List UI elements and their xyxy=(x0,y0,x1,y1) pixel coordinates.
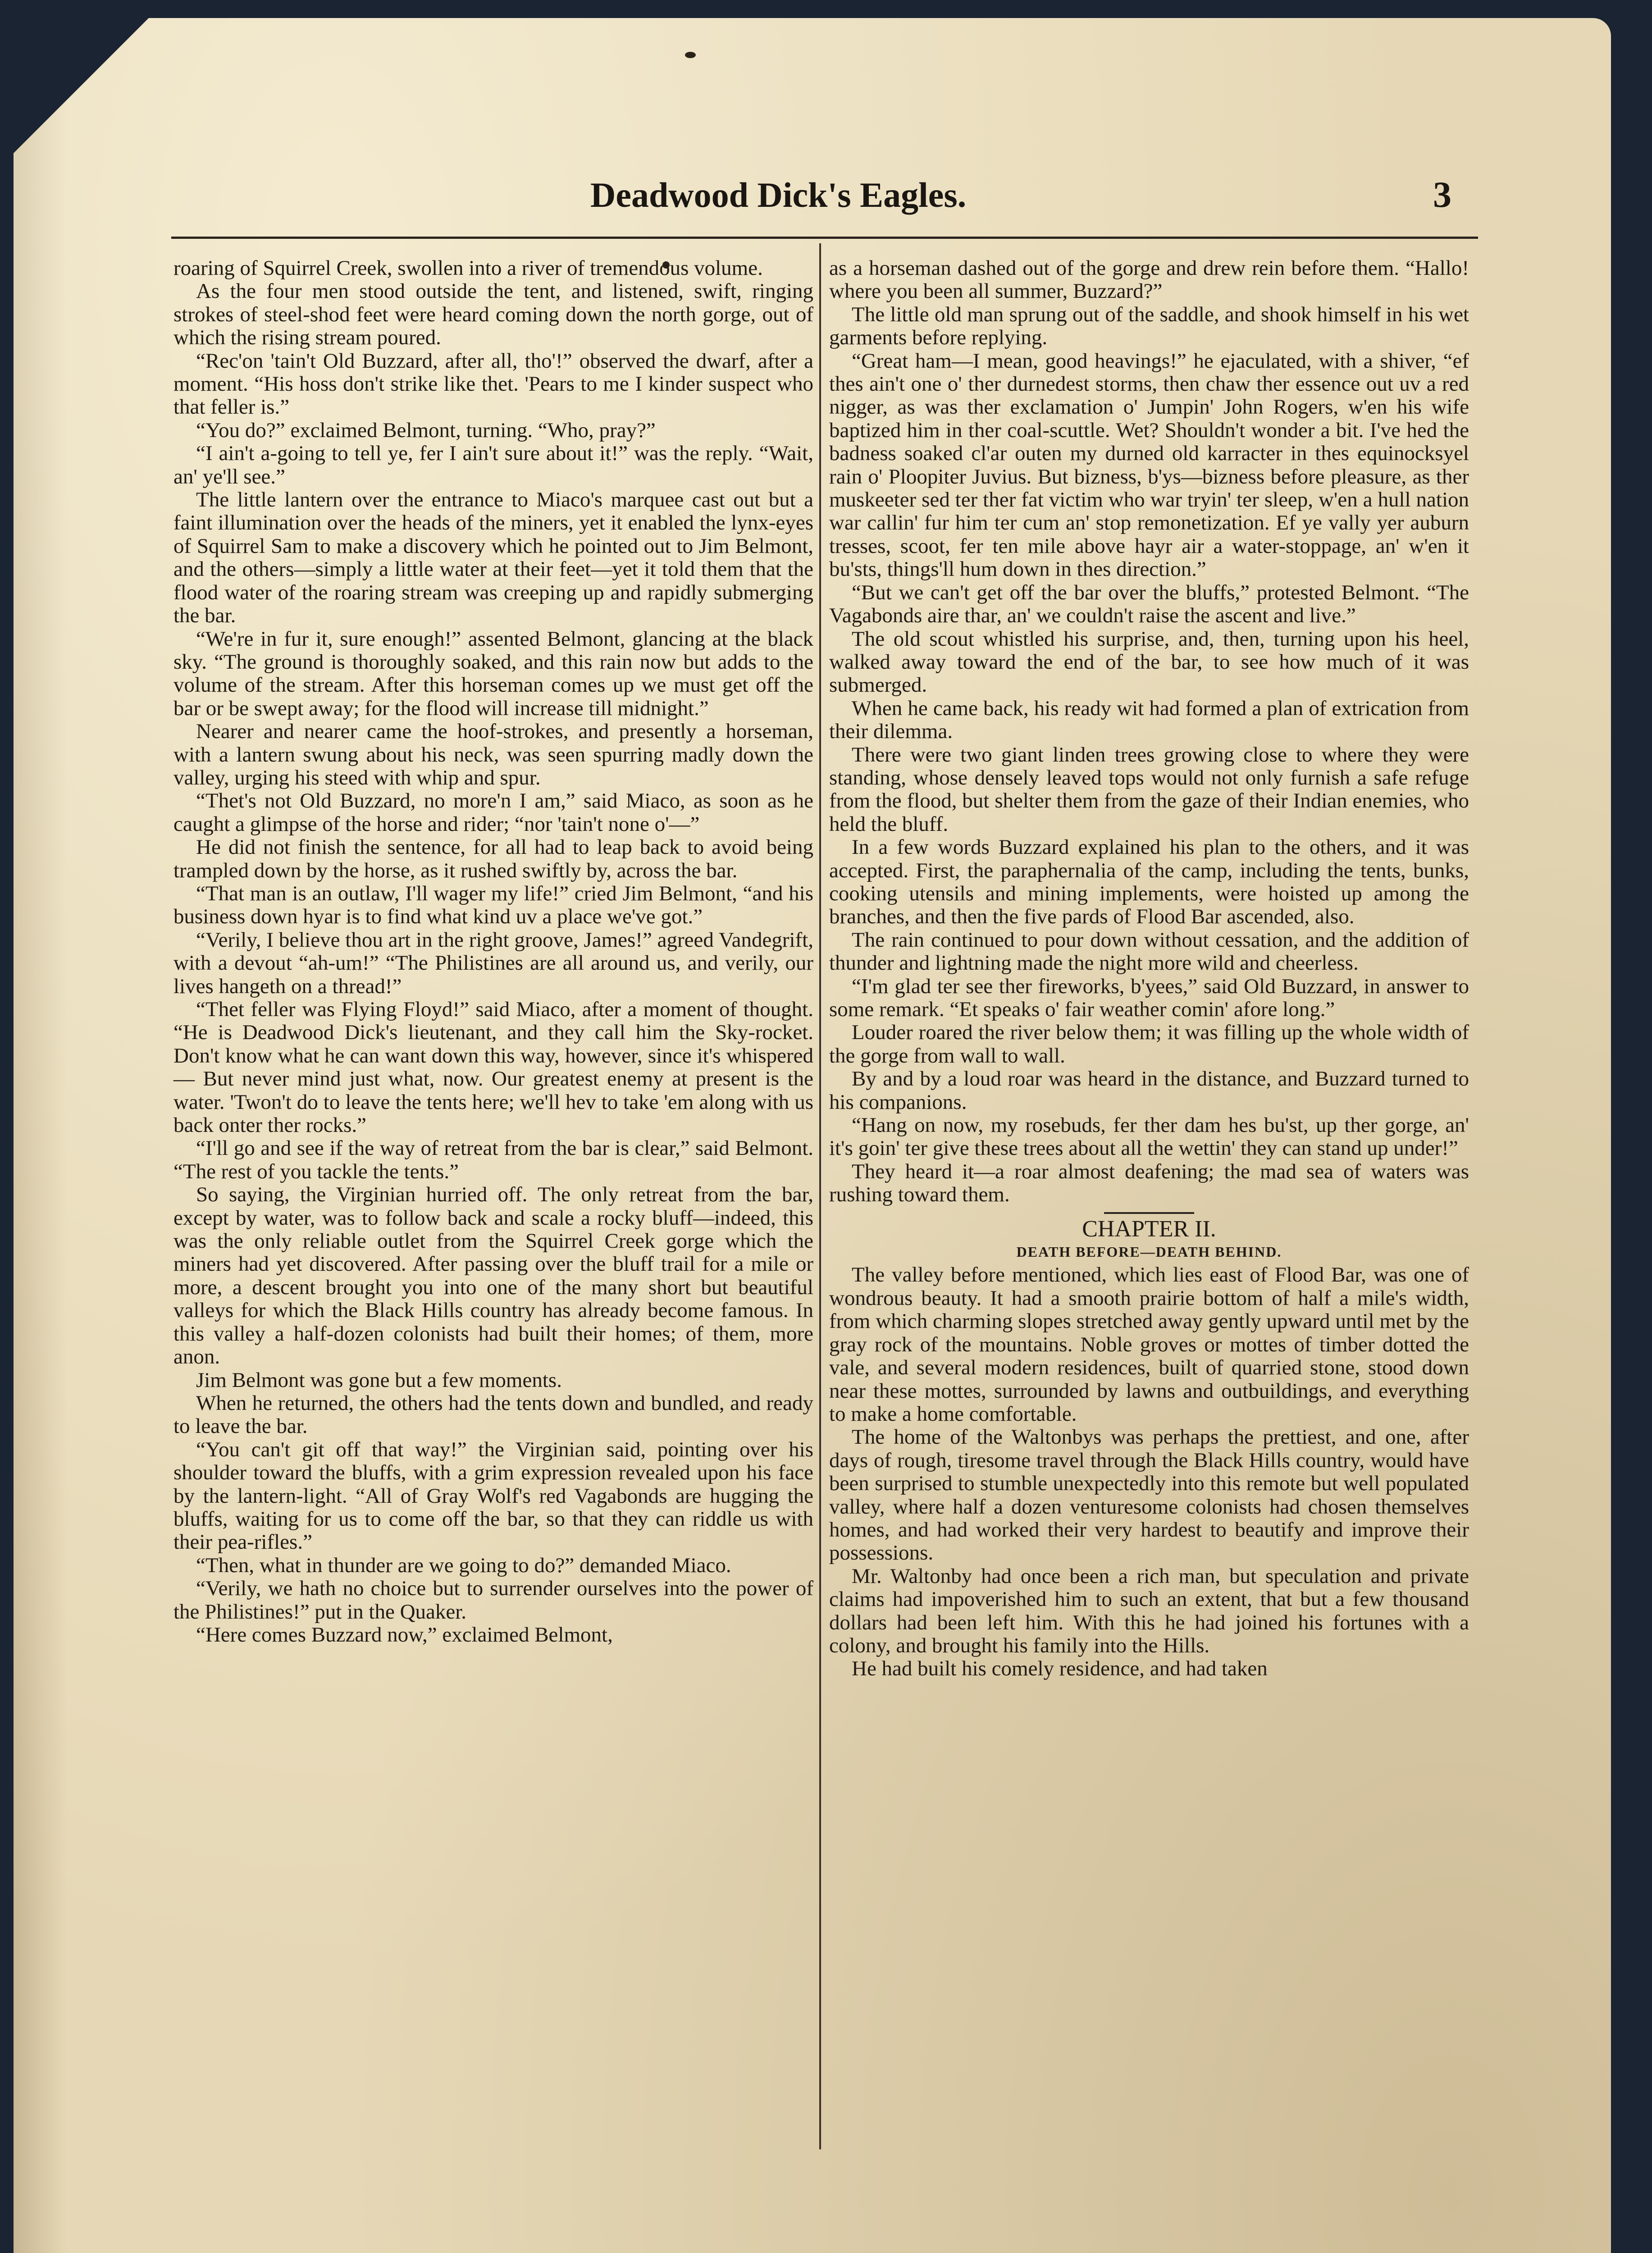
paragraph: There were two giant linden trees growing close to where they were standing, whose densely leaved tops would not only furnish a safe refuge from the flood, but shelter them from the gaze of their Indian enemies, who held the bluff. xyxy=(829,743,1469,836)
page-number: 3 xyxy=(1433,174,1451,215)
paragraph: “I ain't a-going to tell ye, fer I ain't sure about it!” was the reply. “Wait, an' ye'll see.” xyxy=(173,442,813,488)
page-header-title: Deadwood Dick's Eagles. xyxy=(590,175,967,214)
header-rule xyxy=(171,237,1478,239)
ink-spot xyxy=(685,52,696,58)
paragraph: as a horseman dashed out of the gorge and drew rein before them. “Hallo! where you been all summer, Buzzard?” xyxy=(829,256,1469,303)
paragraph: The little lantern over the entrance to Miaco's marquee cast out but a faint illumination over the heads of the miners, yet it enabled the lynx-eyes of Squirrel Sam to make a discovery which he pointed out to Jim Belmont, and the others—simply a little water at their feet—yet it told them that the flood water of the roaring stream was creeping up and rapidly submerging the bar. xyxy=(173,488,813,628)
paragraph: Jim Belmont was gone but a few moments. xyxy=(196,1368,562,1392)
left-column xyxy=(173,257,813,1646)
torn-corner xyxy=(14,18,149,153)
paragraph: “Then, what in thunder are we going to do?” demanded Miaco. xyxy=(196,1553,731,1577)
paragraph: “Rec'on 'tain't Old Buzzard, after all, tho'!” observed the dwarf, after a moment. “His hoss don't strike like thet. 'Pears to me I kinder suspect who that feller is.” xyxy=(173,349,813,419)
right-column xyxy=(829,257,1469,1681)
paragraph: “I'll go and see if the way of retreat from the bar is clear,” said Belmont. “The rest of you tackle the tents.” xyxy=(173,1136,813,1183)
paragraph: “Thet feller was Flying Floyd!” said Miaco, after a moment of thought. “He is Deadwood Dick's lieutenant, and they call him the Sky-rocket. Don't know what he can want down this way, however, since it's whispered— But never mind just what, now. Our greatest enemy at present is the water. 'Twon't do to leave the tents here; we'll hev to take 'em along with us back onter ther rocks.” xyxy=(173,998,813,1137)
paragraph: Nearer and nearer came the hoof-strokes, and presently a horseman, with a lantern swung about his neck, was seen spurring madly down the valley, urging his steed with whip and spur. xyxy=(173,720,813,789)
paragraph: He did not finish the sentence, for all had to leap back to avoid being trampled down by the horse, as it rushed swiftly by, across the bar. xyxy=(173,835,813,882)
right-column-part1 xyxy=(829,257,1469,1207)
chapter-title: CHAPTER II. xyxy=(1082,1216,1216,1242)
chapter-subtitle: DEATH BEFORE—DEATH BEHIND. xyxy=(1016,1244,1282,1260)
paragraph: So saying, the Virginian hurried off. The only retreat from the bar, except by water, was to follow back and scale a rocky bluff—indeed, this was the only reliable outlet from the Squirrel Creek gorge which the miners had yet discovered. After passing over the bluff trail for a mile or more, a descent brought you into one of the many short but beautiful valleys for which the Black Hills country has already become famous. In this valley a half-dozen colonists had built their homes; of them, more anon. xyxy=(173,1183,813,1369)
chapter-rule xyxy=(1104,1212,1194,1214)
paragraph: The old scout whistled his surprise, and, then, turning upon his heel, walked away toward the end of the bar, to see how much of it was submerged. xyxy=(829,627,1469,697)
paragraph: The little old man sprung out of the saddle, and shook himself in his wet garments before replying. xyxy=(829,302,1469,350)
paragraph: “Verily, we hath no choice but to surrender ourselves into the power of the Philistines!” put in the Quaker. xyxy=(173,1577,813,1624)
paragraph: By and by a loud roar was heard in the distance, and Buzzard turned to his companions. xyxy=(829,1067,1469,1114)
paragraph: “Thet's not Old Buzzard, no more'n I am,” said Miaco, as soon as he caught a glimpse of the horse and rider; “nor 'tain't none o'—” xyxy=(173,789,813,836)
paragraph: roaring of Squirrel Creek, swollen into a river of tremendous volume. xyxy=(173,256,763,280)
paragraph: When he returned, the others had the tents down and bundled, and ready to leave the bar. xyxy=(173,1391,813,1438)
paragraph: Louder roared the river below them; it was filling up the whole width of the gorge from wall to wall. xyxy=(829,1021,1469,1067)
paragraph: “You do?” exclaimed Belmont, turning. “Who, pray?” xyxy=(196,418,656,442)
paragraph: When he came back, his ready wit had formed a plan of extrication from their dilemma. xyxy=(829,696,1469,743)
paragraph: “I'm glad ter see ther fireworks, b'yees,” said Old Buzzard, in answer to some remark. “Et speaks o' fair weather comin' afore long.” xyxy=(829,974,1469,1021)
column-divider xyxy=(819,243,821,2149)
paragraph: “You can't git off that way!” the Virginian said, pointing over his shoulder toward the bluffs, with a grim expression revealed upon his face by the lantern-light. “All of Gray Wolf's red Vagabonds are hugging the bluffs, waiting for us to come off the bar, so that they can riddle us with their pea-rifles.” xyxy=(173,1437,813,1554)
newspaper-page xyxy=(14,18,1611,2253)
paragraph: Mr. Waltonby had once been a rich man, but speculation and private claims had impoverished him to such an extent, that but a few thousand dollars had been left him. With this he had joined his fortunes with a colony, and brought his family into the Hills. xyxy=(829,1564,1469,1657)
paragraph: The valley before mentioned, which lies east of Flood Bar, was one of wondrous beauty. It had a smooth prairie bottom of half a mile's width, from which charming slopes stretched away gently upward until met by the gray rock of the mountains. Noble groves or mottes of timber dotted the vale, and several modern residences, built of quarried stone, stood down near these mottes, surrounded by lawns and outbuildings, and everything to make a home comfortable. xyxy=(829,1263,1469,1426)
right-column-part2 xyxy=(829,1263,1469,1680)
paragraph: In a few words Buzzard explained his plan to the others, and it was accepted. First, the paraphernalia of the camp, including the tents, bunks, cooking utensils and mining implements, were hoisted up among the branches, and then the five pards of Flood Bar ascended, also. xyxy=(829,835,1469,929)
paragraph: The rain continued to pour down without cessation, and the addition of thunder and lightning made the night more wild and cheerless. xyxy=(829,928,1469,975)
paragraph: “But we can't get off the bar over the bluffs,” protested Belmont. “The Vagabonds aire thar, an' we couldn't raise the ascent and live.” xyxy=(829,580,1469,628)
paragraph: He had built his comely residence, and had taken xyxy=(852,1657,1268,1681)
paragraph: “We're in fur it, sure enough!” assented Belmont, glancing at the black sky. “The ground is thoroughly soaked, and this rain now but adds to the volume of the stream. After this horseman comes up we must get off the bar or be swept away; for the flood will increase till midnight.” xyxy=(173,627,813,720)
paragraph: They heard it—a roar almost deafening; the mad sea of waters was rushing toward them. xyxy=(829,1159,1469,1207)
paragraph: “Here comes Buzzard now,” exclaimed Belmont, xyxy=(196,1623,613,1646)
paragraph: “Great ham—I mean, good heavings!” he ejaculated, with a shiver, “ef thes ain't one o' ther durnedest storms, then chaw ther essence out uv a red nigger, as was ther exclamation o' Jumpin' John Rogers, w'en his wife baptized him in ther coal-scuttle. Wet? Shouldn't wonder a bit. I've hed the badness soaked cl'ar outen my durned old karracter in thes equinocksyel rain o' Ploopiter Juvius. But bizness, b'ys—bizness before pleasure, as ther muskeeter sed ter ther fat victim who war tryin' ter sleep, w'en a hull nation war callin' fur him ter cum an' stop remonetization. Ef ye vally yer auburn tresses, scoot, fer ten mile above hayr air a water-stoppage, an' w'en it bu'sts, things'll hum down in thes direction.” xyxy=(829,349,1469,581)
paragraph: “That man is an outlaw, I'll wager my life!” cried Jim Belmont, “and his business down hyar is to find what kind uv a place we've got.” xyxy=(173,881,813,929)
paragraph: The home of the Waltonbys was perhaps the prettiest, and one, after days of rough, tiresome travel through the Black Hills country, would have been surprised to stumble unexpectedly into this remote but well populated valley, where half a dozen venturesome colonists had chosen themselves homes, and had worked their very hardest to beautify and improve their possessions. xyxy=(829,1425,1469,1565)
paragraph: “Verily, I believe thou art in the right groove, James!” agreed Vandegrift, with a devout “ah-um!” “The Philistines are all around us, and verily, our lives hangeth on a thread!” xyxy=(173,928,813,998)
paragraph: As the four men stood outside the tent, and listened, swift, ringing strokes of steel-shod feet were heard coming down the north gorge, out of which the rising stream poured. xyxy=(173,279,813,350)
paragraph: “Hang on now, my rosebuds, fer ther dam hes bu'st, up ther gorge, an' it's goin' ter give these trees about all the wettin' they can stand up under!” xyxy=(829,1113,1469,1160)
